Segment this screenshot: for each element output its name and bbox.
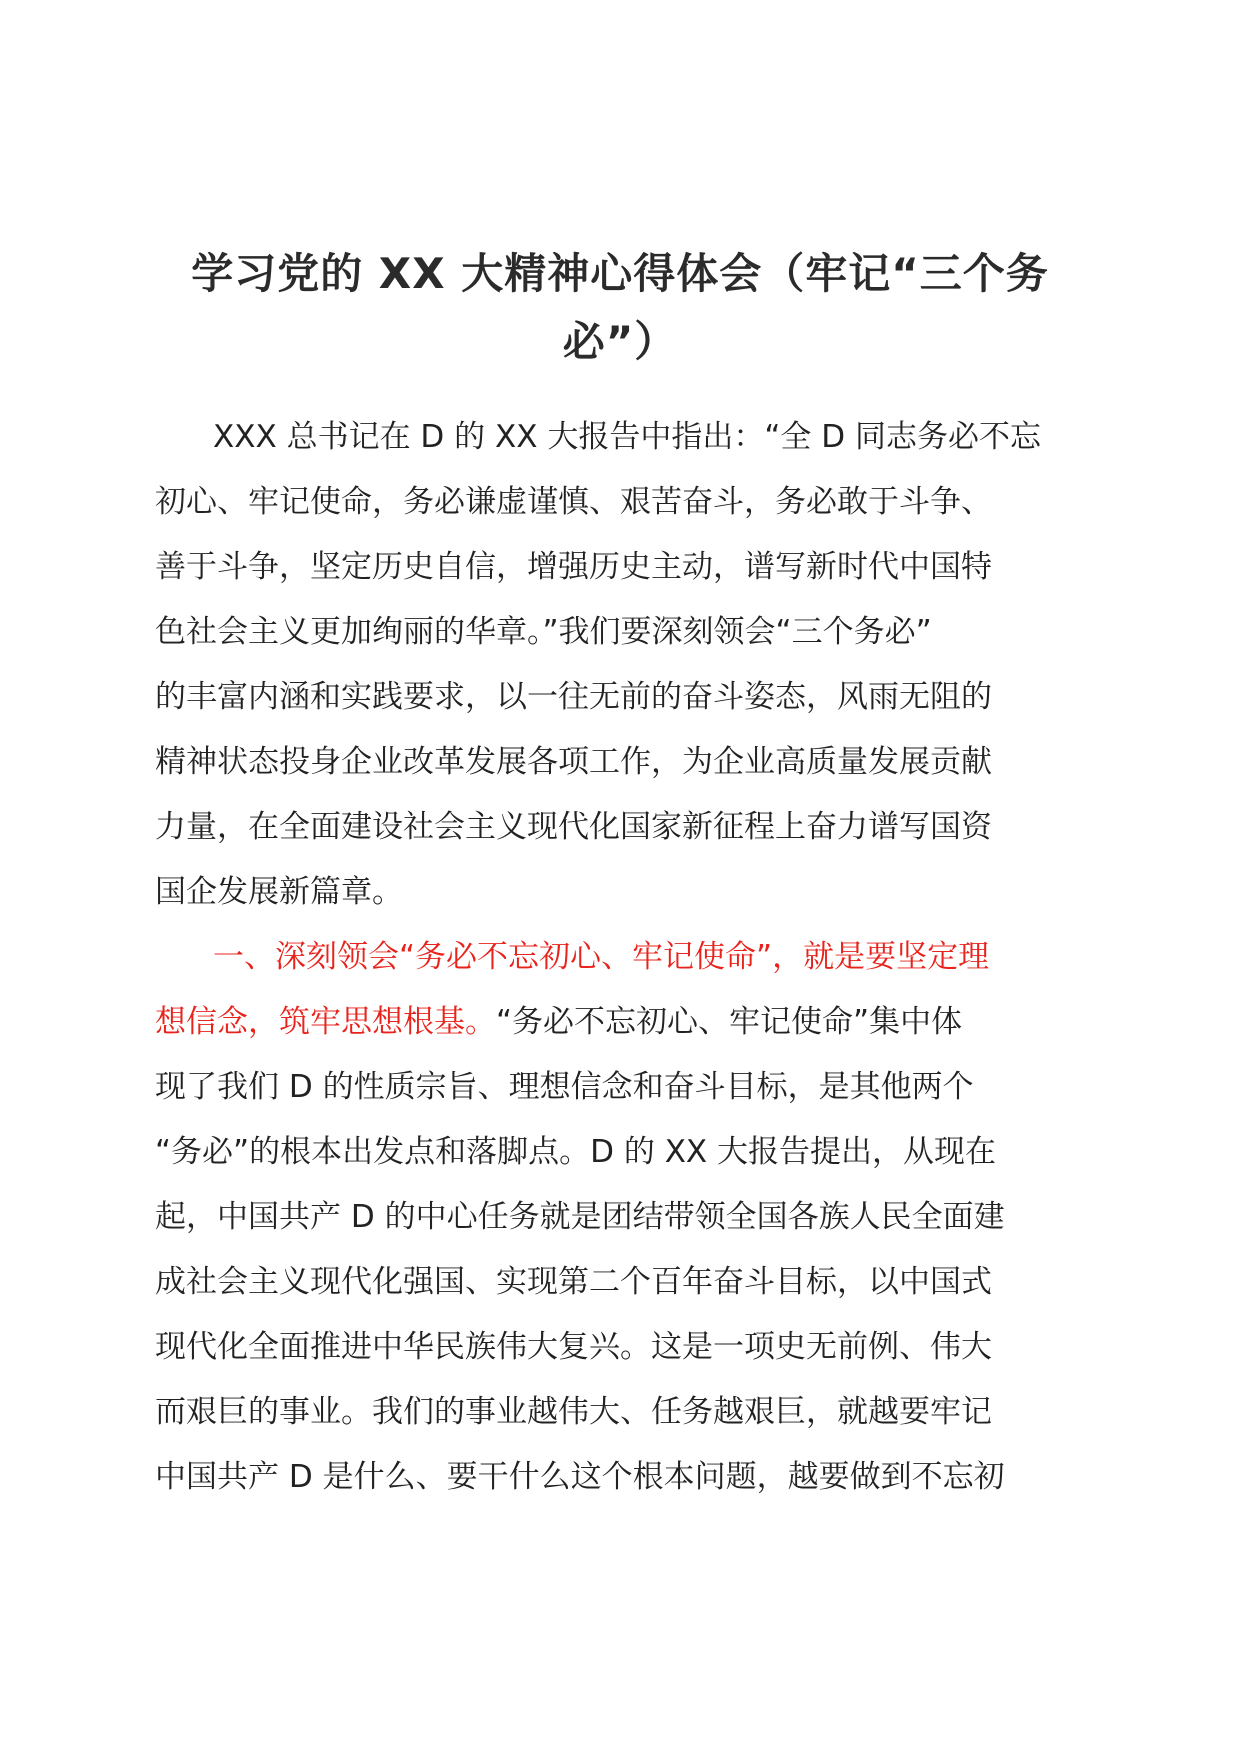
paragraph-2-line: “务必”的根本出发点和落脚点。D 的 XX 大报告提出，从现在: [155, 1134, 997, 1170]
paragraph-2: [155, 925, 1085, 1510]
title-line-1: 学习党的 XX 大精神心得体会（牢记“三个务: [191, 249, 1049, 298]
paragraph-1-line: 初心、牢记使命，务必谦虚谨慎、艰苦奋斗，务必敢于斗争、: [155, 484, 992, 520]
paragraph-1: [155, 405, 1085, 925]
document-title: [155, 240, 1085, 376]
title-line-2: 必”）: [562, 317, 678, 366]
paragraph-2-line: 起，中国共产 D 的中心任务就是团结带领全国各族人民全面建: [155, 1199, 1005, 1235]
paragraph-1-line: 善于斗争，坚定历史自信，增强历史主动，谱写新时代中国特: [155, 549, 992, 585]
document-body: [155, 405, 1085, 1510]
section-heading-red-text: 想信念，筑牢思想根基。: [155, 1004, 496, 1040]
paragraph-1-line: 色社会主义更加绚丽的华章。”我们要深刻领会“三个务必”: [155, 614, 932, 650]
paragraph-1-line: 精神状态投身企业改革发展各项工作，为企业高质量发展贡献: [155, 744, 992, 780]
section-heading-line-1: 一、深刻领会“务必不忘初心、牢记使命”，就是要坚定理: [213, 939, 990, 975]
paragraph-2-line: 中国共产 D 是什么、要干什么这个根本问题，越要做到不忘初: [155, 1459, 1005, 1495]
paragraph-2-line: 成社会主义现代化强国、实现第二个百年奋斗目标，以中国式: [155, 1264, 992, 1300]
paragraph-2-line: 现代化全面推进中华民族伟大复兴。这是一项史无前例、伟大: [155, 1329, 992, 1365]
paragraph-1-line: XXX 总书记在 D 的 XX 大报告中指出：“全 D 同志务必不忘: [213, 419, 1041, 455]
paragraph-1-line: 力量，在全面建设社会主义现代化国家新征程上奋力谱写国资: [155, 809, 992, 845]
paragraph-1-line: 国企发展新篇章。: [155, 874, 403, 910]
paragraph-1-line: 的丰富内涵和实践要求，以一往无前的奋斗姿态，风雨无阻的: [155, 679, 992, 715]
section-heading-continuation: “务必不忘初心、牢记使命”集中体: [496, 1004, 963, 1040]
paragraph-2-line: 而艰巨的事业。我们的事业越伟大、任务越艰巨，就越要牢记: [155, 1394, 992, 1430]
section-heading-line-2: [155, 990, 1085, 1055]
paragraph-2-line: 现了我们 D 的性质宗旨、理想信念和奋斗目标，是其他两个: [155, 1069, 974, 1105]
